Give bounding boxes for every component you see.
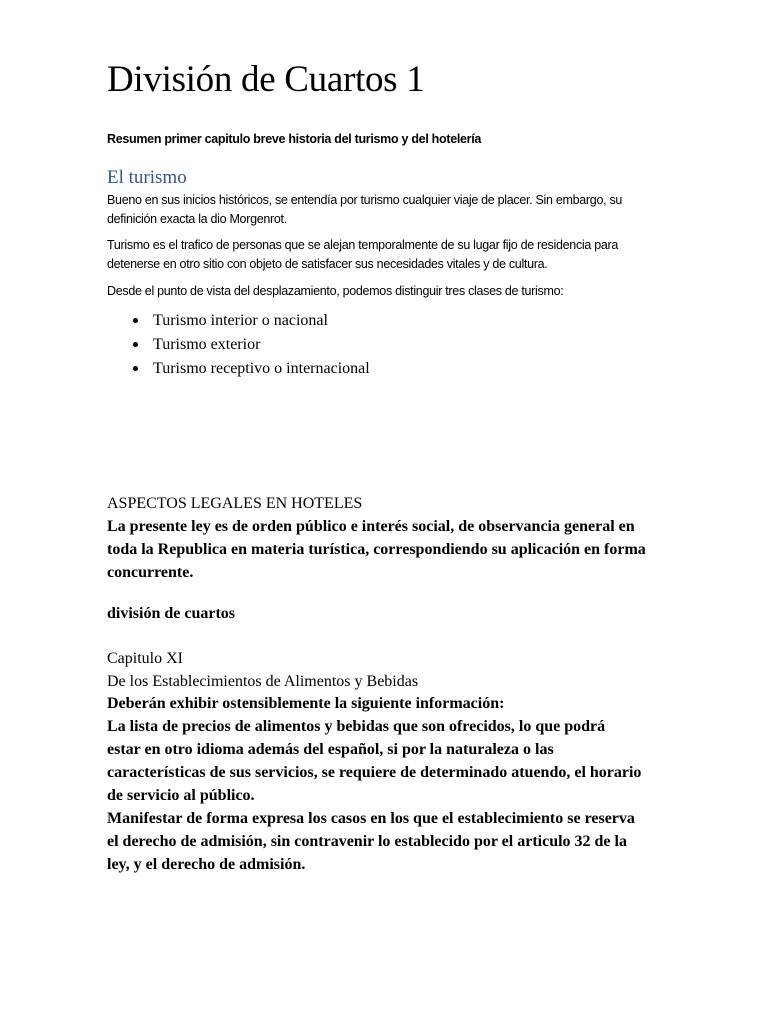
list-item — [133, 333, 370, 357]
list-item-label: Turismo interior o nacional — [153, 312, 328, 329]
list-item-label: Turismo exterior — [153, 336, 261, 353]
paragraph-clases — [107, 282, 667, 301]
paragraph-line: características de sus servicios, se requiere de determinado atuendo, el horario — [107, 764, 642, 781]
paragraph-line: de servicio al público. — [107, 787, 255, 804]
paragraph-line: La presente ley es de orden público e interés social, de observancia general en — [107, 518, 635, 535]
chapter-subtitle — [107, 670, 667, 693]
paragraph-line: ley, y el derecho de admisión. — [107, 856, 306, 873]
paragraph-line: Bueno en sus inicios históricos, se entendía por turismo cualquier viaje de placer. Sin embargo, su — [107, 193, 623, 207]
paragraph-inicios — [107, 191, 667, 229]
list-item — [133, 357, 370, 381]
list-item-label: Turismo receptivo o internacional — [153, 360, 370, 377]
paragraph-line: La lista de precios de alimentos y bebidas que son ofrecidos, lo que podrá — [107, 718, 606, 735]
document-title: División de Cuartos 1 — [107, 59, 425, 100]
paragraph-line: Manifestar de forma expresa los casos en los que el establecimiento se reserva — [107, 810, 635, 827]
bullet-icon — [133, 318, 138, 323]
bullet-icon — [133, 342, 138, 347]
legal-heading — [107, 492, 667, 515]
paragraph-line: concurrente. — [107, 564, 194, 581]
bullet-icon — [133, 366, 138, 371]
paragraph-definicion — [107, 236, 667, 274]
chapter-subtitle-text: De los Establecimientos de Alimentos y Bebidas — [107, 673, 419, 690]
chapter-paragraph — [107, 692, 667, 876]
list-item — [133, 309, 370, 333]
chapter-title-text: Capitulo XI — [107, 650, 183, 667]
legal-heading-text: ASPECTOS LEGALES EN HOTELES — [107, 495, 363, 512]
paragraph-line: toda la Republica en materia turística, correspondiendo su aplicación en forma — [107, 541, 646, 558]
paragraph-line: estar en otro idioma además del español, si por la naturaleza o las — [107, 741, 554, 758]
legal-paragraph — [107, 515, 667, 584]
tourism-types-list — [133, 309, 370, 381]
paragraph-line: el derecho de admisión, sin contravenir lo establecido por el articulo 32 de la — [107, 833, 627, 850]
paragraph-line: Deberán exhibir ostensiblemente la siguiente información: — [107, 695, 505, 712]
paragraph-line: detenerse en otro sitio con objeto de satisfacer sus necesidades vitales y de cultura. — [107, 257, 548, 271]
rooms-label — [107, 602, 667, 625]
paragraph-line: Desde el punto de vista del desplazamiento, podemos distinguir tres clases de turismo: — [107, 284, 564, 298]
rooms-label-text: división de cuartos — [107, 605, 236, 622]
paragraph-line: Turismo es el trafico de personas que se alejan temporalmente de su lugar fijo de residencia para — [107, 238, 619, 252]
chapter-title — [107, 647, 667, 670]
paragraph-line: definición exacta la dio Morgenrot. — [107, 212, 287, 226]
document-subtitle: Resumen primer capitulo breve historia del turismo y del hotelería — [107, 132, 482, 146]
section-heading-turismo: El turismo — [107, 167, 187, 188]
